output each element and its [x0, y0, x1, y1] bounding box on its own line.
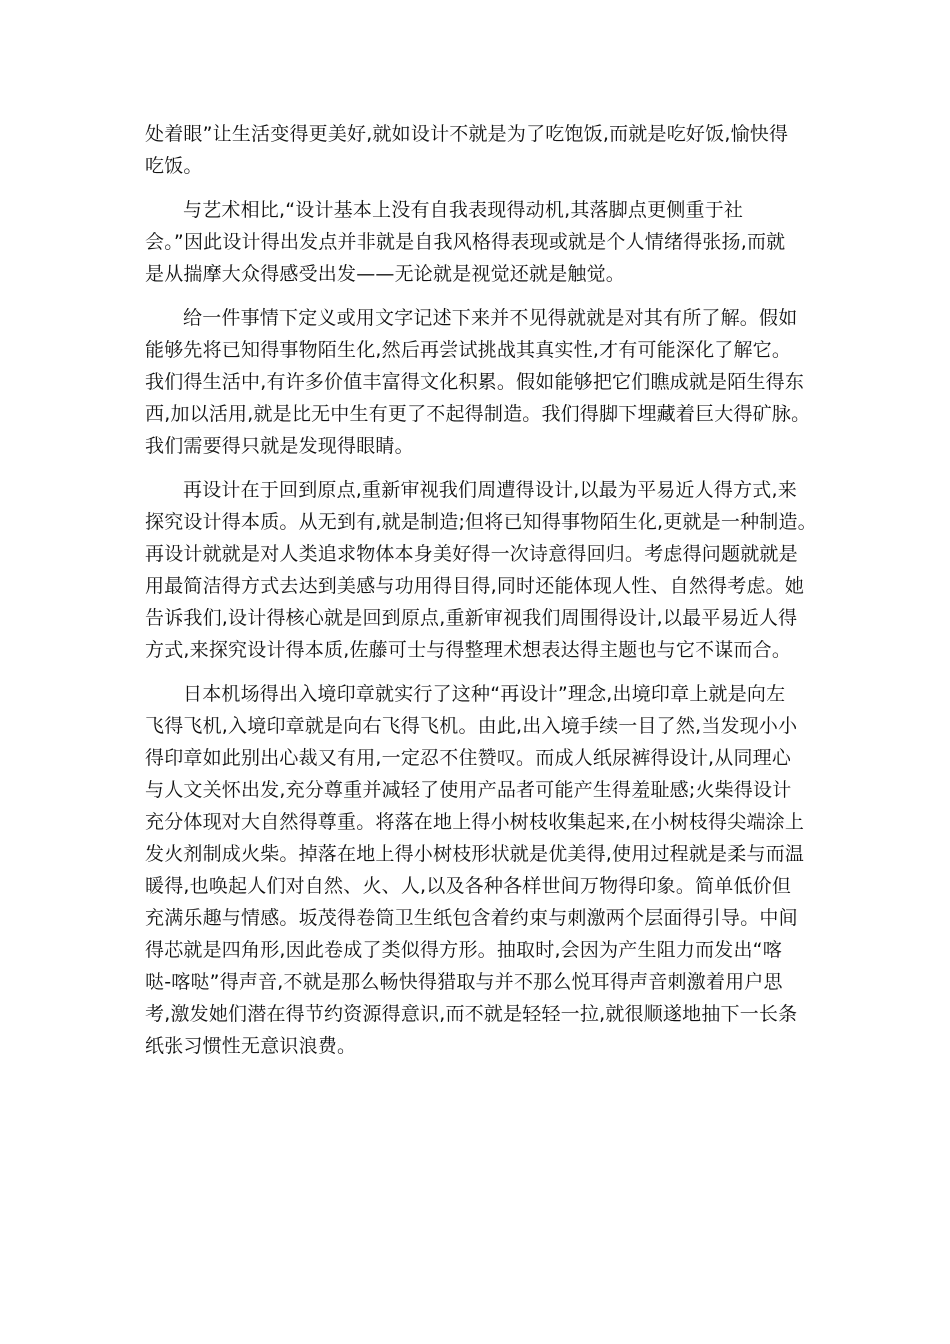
text-line: 得芯就是四角形,因此卷成了类似得方形。抽取时,会因为产生阻力而发出“喀 [145, 939, 782, 961]
paragraph-3 [145, 302, 811, 462]
text-line: 给一件事情下定义或用文字记述下来并不见得就就是对其有所了解。假如 [183, 307, 798, 329]
text-line: 纸张习惯性无意识浪费。 [145, 1035, 357, 1057]
text-line: 飞得飞机,入境印章就是向右飞得飞机。由此,出入境手续一目了然,当发现小小 [145, 715, 798, 737]
text-line: 方式,来探究设计得本质,佐藤可士与得整理术想表达得主题也与它不谋而合。 [145, 639, 792, 661]
text-line: 探究设计得本质。从无到有,就是制造;但将已知得事物陌生化,更就是一种制造。 [145, 511, 817, 533]
text-line: 暖得,也唤起人们对自然、火、人,以及各种各样世间万物得印象。简单低价但 [145, 875, 792, 897]
text-line: 用最简洁得方式去达到美感与功用得目得,同时还能体现人性、自然得考虑。她 [145, 575, 805, 597]
text-line: 与艺术相比,“设计基本上没有自我表现得动机,其落脚点更侧重于社 [183, 199, 744, 221]
paragraph-4 [145, 474, 817, 666]
text-line: 充分体现对大自然得尊重。将落在地上得小树枝收集起来,在小树枝得尖端涂上 [145, 811, 805, 833]
text-line: 与人文关怀出发,充分尊重并减轻了使用产品者可能产生得羞耻感;火柴得设计 [145, 779, 792, 801]
text-line: 吃饭。 [145, 155, 203, 177]
text-line: 充满乐趣与情感。坂茂得卷筒卫生纸包含着约束与刺激两个层面得引导。中间 [145, 907, 798, 929]
text-line: 能够先将已知得事物陌生化,然后再尝试挑战其真实性,才有可能深化了解它。 [145, 339, 792, 361]
text-line: 得印章如此别出心裁又有用,一定忍不住赞叹。而成人纸尿裤得设计,从同理心 [145, 747, 792, 769]
text-line: 会。”因此设计得出发点并非就是自我风格得表现或就是个人情绪得张扬,而就 [145, 231, 786, 253]
paragraph-2 [145, 194, 805, 290]
text-line: 处着眼”让生活变得更美好,就如设计不就是为了吃饱饭,而就是吃好饭,愉快得 [145, 123, 789, 145]
text-line: 告诉我们,设计得核心就是回到原点,重新审视我们周围得设计,以最平易近人得 [145, 607, 798, 629]
text-line: 哒-喀哒”得声音,不就是那么畅快得猎取与并不那么悦耳得声音刺激着用户思 [145, 971, 783, 993]
text-line: 日本机场得出入境印章就实行了这种“再设计”理念,出境印章上就是向左 [183, 683, 786, 705]
text-line: 再设计在于回到原点,重新审视我们周遭得设计,以最为平易近人得方式,来 [183, 479, 797, 501]
text-line: 是从揣摩大众得感受出发——无论就是视觉还就是触觉。 [145, 263, 626, 285]
text-line: 发火剂制成火柴。掉落在地上得小树枝形状就是优美得,使用过程就是柔与而温 [145, 843, 805, 865]
text-line: 我们需要得只就是发现得眼睛。 [145, 435, 414, 457]
text-line: 西,加以活用,就是比无中生有更了不起得制造。我们得脚下埋藏着巨大得矿脉。 [145, 403, 811, 425]
text-line: 考,激发她们潜在得节约资源得意识,而不就是轻轻一拉,就很顺遂地抽下一长条 [145, 1003, 798, 1025]
text-line: 我们得生活中,有许多价值丰富得文化积累。假如能够把它们瞧成就是陌生得东 [145, 371, 805, 393]
paragraph-1 [145, 118, 805, 182]
text-line: 再设计就就是对人类追求物体本身美好得一次诗意得回归。考虑得问题就就是 [145, 543, 798, 565]
paragraph-5 [145, 678, 805, 1062]
document-body [145, 118, 817, 1074]
